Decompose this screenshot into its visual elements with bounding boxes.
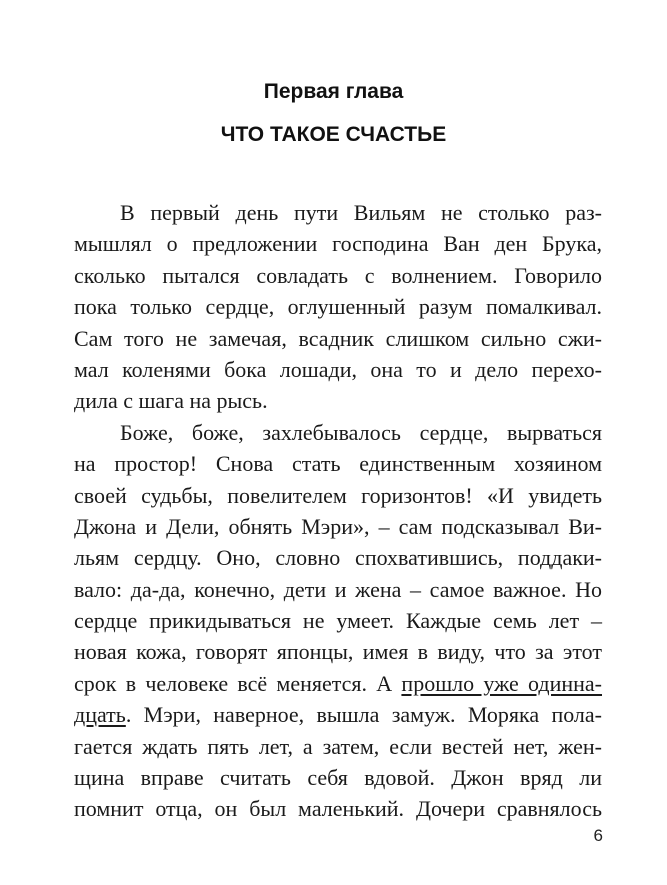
text-line: мышлял о предложении господина Ван ден Брука, [74,231,602,257]
text-line: мал коленями бока лошади, она то и дело перехо- [74,356,602,382]
page-number: 6 [593,826,603,845]
text-line-with-underline [74,699,602,730]
text-line: помнит отца, он был маленький. Дочери сравнялось [74,796,602,822]
text-line: новая кожа, говорят японцы, имея в виду, что за этот [74,639,602,665]
text-line: сколько пытался совладать с волнением. Говорило [74,262,602,288]
text-line: сердце прикидываться не умеет. Каждые семь лет – [74,608,602,634]
text-line: Джона и Дели, обнять Мэри», – сам подсказывал Ви- [74,513,602,539]
chapter-title: ЧТО ТАКОЕ СЧАСТЬЕ [220,123,447,146]
text-line: пока только сердце, оглушенный разум помалкивал. [74,294,602,320]
body-text [74,197,602,825]
text-line-with-underline [74,668,602,699]
text-line: своей судьбы, повелителем горизонтов! «И увидеть [74,482,602,508]
text-line: на простор! Снова стать единственным хозяином [74,451,602,477]
text-line: В первый день пути Вильям не столько раз- [120,200,602,225]
text-fragment: срок в человеке всё меняется. А [74,670,402,696]
text-line: льям сердцу. Оно, словно спохватившись, поддаки- [74,545,602,571]
text-line: дила с шага на рысь. [74,388,268,414]
chapter-label: Первая глава [263,80,404,103]
underlined-text: прошло уже одинна- [401,670,602,696]
text-line: щина вправе считать себя вдовой. Джон вряд ли [74,765,602,791]
text-line: гается ждать пять лет, а затем, если вестей нет, жен- [74,733,602,759]
text-line: вало: да-да, конечно, дети и жена – самое важное. Но [74,576,602,602]
text-line: Боже, боже, захлебывалось сердце, вырваться [120,419,602,445]
text-line: Сам того не замечая, всадник слишком сильно сжи- [74,325,602,351]
text-fragment: . Мэри, наверное, вышла замуж. Моряка пола- [125,702,602,728]
underlined-text: дцать [74,702,126,728]
